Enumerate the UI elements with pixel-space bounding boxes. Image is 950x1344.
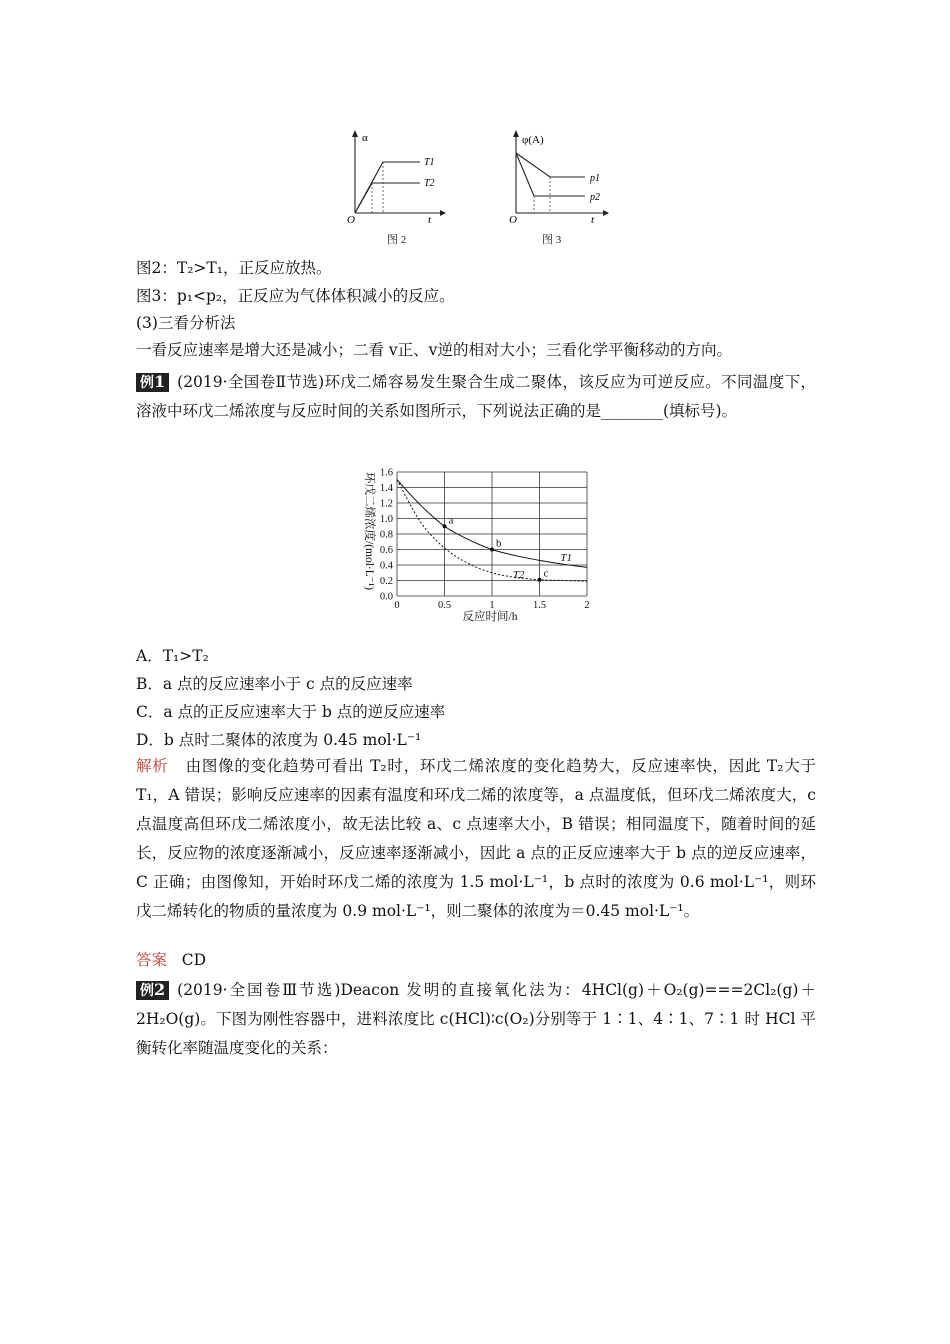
option-d: D．b 点时二聚体的浓度为 0.45 mol·L⁻¹ [136, 731, 422, 749]
fig3-curve-p1 [516, 153, 585, 177]
analysis-body: 由图像的变化趋势可看出 T₂时，环戊二烯浓度的变化趋势大，反应速率快，因此 T₂大于 T₁，A 错误；影响反应速率的因素有温度和环戊二烯的浓度等，a 点温度低，但环戊二烯浓度大，c 点温度高但环戊二烯浓度小，故无法比较 a、c 点速率大小，B 错误；相同温度下，随着时间的延长，反应物的浓度逐渐减小，反应速率逐渐减小，因此 a 点的正反应速率大于 b 点的逆反应速率，C 正确；由图像知，开始时环戊二烯的浓度为 1.5 mol·L⁻¹，b 点时的浓度为 0.6 mol·L⁻¹，则环戊二烯转化的物质的量浓度为 0.9 mol·L⁻¹，则二聚体的浓度为＝0.45 mol·L⁻¹。 [136, 757, 816, 920]
fig3-label-p2: p2 [590, 192, 600, 203]
three-look-method: 一看反应速率是增大还是减小；二看 v正、v逆的相对大小；三看化学平衡移动的方向。 [136, 341, 732, 359]
fig2-label-t1: T1 [424, 157, 435, 168]
point-b [490, 548, 494, 552]
point-label-a: a [448, 514, 454, 527]
answer-value: CD [181, 951, 207, 969]
fig3-curve-p2 [516, 153, 585, 196]
figure-2 [340, 125, 450, 250]
fig2-curve-t1 [355, 162, 420, 213]
example-2-tag-label: 例 [140, 983, 154, 999]
series-label-t1: T1 [560, 552, 573, 565]
x-tick-label: 0.5 [437, 600, 452, 611]
fig2-origin: O [347, 214, 355, 226]
fig2-curve-t2 [355, 183, 420, 213]
chart-grid [397, 472, 587, 596]
fig2-description: 图2：T₂>T₁，正反应放热。 [136, 259, 332, 277]
point-label-c: c [543, 567, 549, 580]
fig2-x-label: t [428, 214, 432, 226]
example-1 [136, 368, 816, 426]
y-tick-label: 1.2 [379, 498, 393, 510]
example-2-tag-number: 2 [154, 980, 166, 999]
chart-x-label: 反应时间/h [462, 611, 518, 623]
y-tick-label: 1.0 [379, 514, 393, 525]
chart-points [443, 514, 549, 581]
point-c [538, 578, 542, 582]
y-tick-label: 0.4 [379, 560, 393, 572]
fig2-y-label: α [362, 132, 368, 144]
fig3-label-p1: p1 [590, 173, 600, 184]
concentration-chart [355, 462, 605, 632]
answer [136, 950, 206, 970]
chart-ticks [380, 468, 590, 612]
y-tick-label: 0.2 [379, 576, 393, 587]
fig3-caption: 图 3 [542, 234, 562, 246]
example-1-tag [136, 373, 169, 392]
series-label-t2: T2 [512, 569, 525, 582]
fig3-x-label: t [591, 214, 595, 226]
fig3-description: 图3：p₁<p₂，正反应为气体体积减小的反应。 [136, 287, 455, 305]
x-tick-label: 1.5 [532, 600, 547, 611]
example-1-body: (2019·全国卷Ⅱ节选)环戊二烯容易发生聚合生成二聚体，该反应为可逆反应。不同温度下，溶液中环戊二烯浓度与反应时间的关系如图所示，下列说法正确的是________(填标号)。 [136, 373, 816, 420]
analysis-label: 解析 [136, 757, 169, 775]
fig3-origin: O [509, 214, 517, 226]
fig2-caption: 图 2 [387, 234, 407, 246]
y-tick-label: 0.8 [379, 529, 393, 541]
x-tick-label: 0 [394, 600, 400, 611]
analysis [136, 752, 816, 926]
x-tick-label: 2 [584, 600, 590, 611]
x-tick-label: 1 [489, 600, 495, 611]
example-2-tag [136, 981, 169, 1000]
option-b: B．a 点的反应速率小于 c 点的反应速率 [136, 675, 413, 693]
point-label-b: b [496, 537, 502, 550]
y-tick-label: 1.4 [379, 483, 393, 494]
point-a [443, 524, 447, 528]
option-c: C．a 点的正反应速率大于 b 点的逆反应速率 [136, 703, 446, 721]
y-tick-label: 0.6 [379, 545, 393, 556]
example-1-tag-number: 1 [154, 372, 166, 391]
example-1-tag-label: 例 [140, 375, 154, 391]
example-2 [136, 976, 816, 1063]
section-3-heading: (3)三看分析法 [136, 314, 236, 332]
fig2-label-t2: T2 [424, 178, 435, 189]
y-tick-label: 1.6 [379, 467, 393, 479]
fig3-y-label: φ(A) [522, 134, 544, 146]
chart-y-label: 环戊二烯浓度/(mol·L⁻¹) [363, 472, 375, 591]
y-tick-label: 0.0 [379, 591, 393, 603]
option-a: A．T₁>T₂ [136, 647, 209, 665]
answer-label: 答案 [136, 951, 168, 969]
example-2-body: (2019·全国卷Ⅲ节选)Deacon 发明的直接氧化法为：4HCl(g)＋O₂(g)===2Cl₂(g)＋2H₂O(g)。下图为刚性容器中，进料浓度比 c(HCl)∶c(O₂)分别等于 1∶1、4∶1、7∶1 时 HCl 平衡转化率随温度变化的关系： [136, 981, 816, 1057]
figure-3 [503, 125, 613, 250]
